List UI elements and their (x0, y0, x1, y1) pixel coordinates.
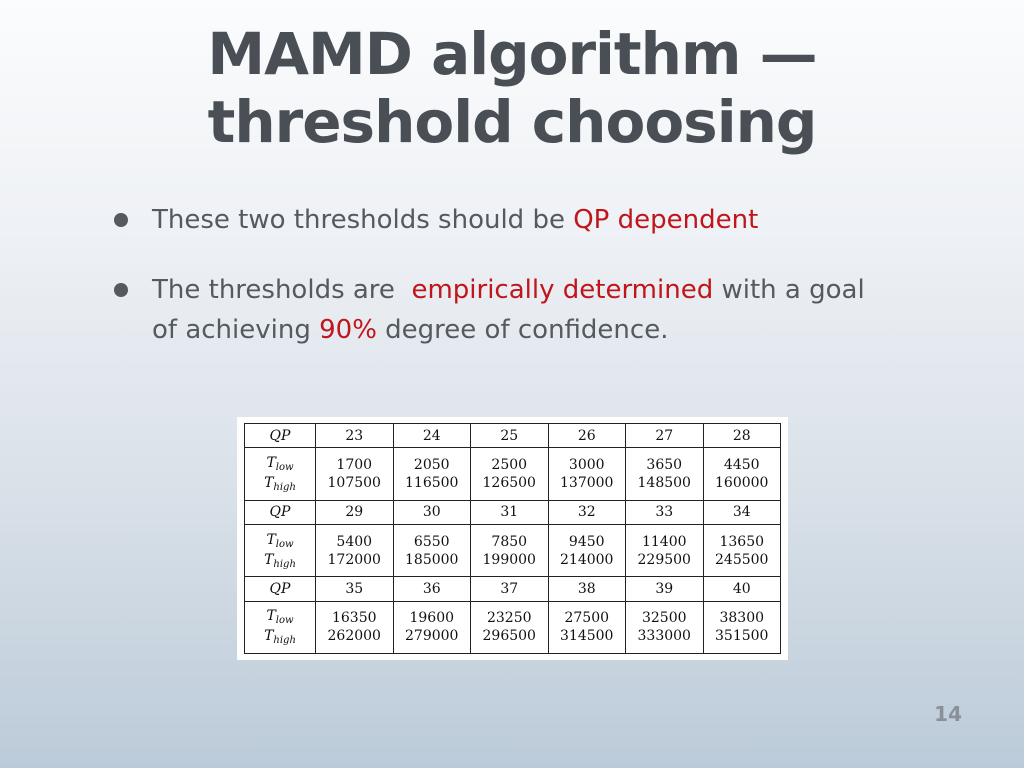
cell-t-high: 148500 (637, 474, 691, 491)
table-cell-qp: 29 (316, 500, 394, 524)
slide-title (0, 20, 1024, 156)
cell-t-high: 185000 (405, 551, 459, 568)
cell-t-high: 314500 (560, 628, 614, 645)
bullet-item-empirical (112, 270, 872, 350)
table-cell-qp: 35 (316, 577, 394, 601)
table-cell-thresholds (316, 448, 394, 500)
table-cell-qp: 27 (626, 424, 704, 448)
cell-t-high: 199000 (482, 551, 536, 568)
cell-t-low: 1700 (336, 456, 373, 473)
bullet-item-qp-dependent (112, 200, 872, 240)
table-cell-qp: 28 (703, 424, 781, 448)
table-cell-qp: 26 (548, 424, 626, 448)
table-cell-thresholds (626, 601, 704, 653)
table-cell-thresholds (703, 601, 781, 653)
bullet-text-part: The thresholds are (152, 275, 412, 305)
threshold-table (244, 423, 781, 654)
table-cell-qp: 33 (626, 500, 704, 524)
cell-t-high: 116500 (405, 474, 459, 491)
cell-t-high: 160000 (715, 474, 769, 491)
table-cell-qp: 30 (393, 500, 471, 524)
cell-t-high: 137000 (560, 474, 614, 491)
table-cell-thresholds (393, 601, 471, 653)
cell-t-low: 5400 (336, 533, 373, 550)
row-label-thresholds (245, 524, 316, 576)
bullet-text-part: with a goal of achieving (152, 275, 865, 345)
table-cell-thresholds (471, 448, 549, 500)
cell-t-low: 32500 (641, 610, 687, 627)
table-cell-qp: 37 (471, 577, 549, 601)
table-cell-thresholds (393, 524, 471, 576)
cell-t-low: 13650 (719, 533, 765, 550)
table-cell-thresholds (626, 524, 704, 576)
bullet-highlight-text: 90% (319, 315, 377, 345)
row-label-thresholds (245, 448, 316, 500)
cell-t-high: 214000 (560, 551, 614, 568)
table-cell-thresholds (471, 601, 549, 653)
cell-t-low: 3650 (646, 456, 683, 473)
label-t-low: $T_{low}$ (266, 531, 294, 550)
cell-t-low: 11400 (641, 533, 687, 550)
table-row-thresholds (245, 601, 781, 653)
bullet-list (112, 200, 872, 380)
cell-t-high: 245500 (715, 551, 769, 568)
table-cell-qp: 24 (393, 424, 471, 448)
cell-t-high: 296500 (482, 628, 536, 645)
table-cell-thresholds (703, 524, 781, 576)
cell-t-high: 262000 (327, 628, 381, 645)
label-t-high: $T_{high}$ (264, 628, 296, 647)
table-cell-thresholds (548, 524, 626, 576)
table-cell-qp: 38 (548, 577, 626, 601)
cell-t-high: 229500 (637, 551, 691, 568)
table-row-thresholds (245, 448, 781, 500)
cell-t-low: 4450 (723, 456, 760, 473)
table-cell-thresholds (316, 601, 394, 653)
cell-t-low: 27500 (564, 610, 610, 627)
table-cell-qp: 32 (548, 500, 626, 524)
bullet-dot-icon (114, 283, 128, 297)
cell-t-low: 2500 (491, 456, 528, 473)
slide-title-line-1: MAMD algorithm — (207, 20, 817, 88)
table-cell-thresholds (626, 448, 704, 500)
cell-t-low: 7850 (491, 533, 528, 550)
table-cell-qp: 23 (316, 424, 394, 448)
table-cell-qp: 31 (471, 500, 549, 524)
table-cell-qp: 40 (703, 577, 781, 601)
row-label-qp: QP (245, 500, 316, 524)
table-cell-thresholds (316, 524, 394, 576)
label-t-high: $T_{high}$ (264, 474, 296, 493)
table-cell-thresholds (703, 448, 781, 500)
cell-t-low: 6550 (413, 533, 450, 550)
cell-t-high: 333000 (637, 628, 691, 645)
table-cell-thresholds (548, 448, 626, 500)
table-row-qp (245, 577, 781, 601)
label-t-low: $T_{low}$ (266, 608, 294, 627)
cell-t-low: 2050 (413, 456, 450, 473)
row-label-qp: QP (245, 577, 316, 601)
table-cell-thresholds (393, 448, 471, 500)
bullet-text-part: These two thresholds should be (152, 205, 574, 235)
cell-t-high: 126500 (482, 474, 536, 491)
cell-t-low: 19600 (409, 610, 455, 627)
cell-t-low: 23250 (486, 610, 532, 627)
slide-title-line-2: threshold choosing (207, 88, 817, 156)
row-label-thresholds (245, 601, 316, 653)
bullet-dot-icon (114, 213, 128, 227)
label-t-low: $T_{low}$ (266, 454, 294, 473)
cell-t-high: 351500 (715, 628, 769, 645)
page-number: 14 (934, 702, 962, 726)
cell-t-high: 172000 (327, 551, 381, 568)
cell-t-low: 16350 (331, 610, 377, 627)
table-row-qp (245, 500, 781, 524)
cell-t-low: 3000 (568, 456, 605, 473)
cell-t-low: 38300 (719, 610, 765, 627)
threshold-table-image (237, 417, 788, 660)
cell-t-high: 107500 (327, 474, 381, 491)
table-cell-qp: 34 (703, 500, 781, 524)
table-cell-qp: 36 (393, 577, 471, 601)
table-cell-qp: 25 (471, 424, 549, 448)
bullet-highlight-text: empirically determined (411, 275, 714, 305)
bullet-text-part: degree of confidence. (376, 315, 669, 345)
bullet-highlight-text: QP dependent (573, 205, 759, 235)
cell-t-low: 9450 (568, 533, 605, 550)
cell-t-high: 279000 (405, 628, 459, 645)
table-row-thresholds (245, 524, 781, 576)
label-t-high: $T_{high}$ (264, 551, 296, 570)
table-cell-thresholds (548, 601, 626, 653)
table-row-qp (245, 424, 781, 448)
row-label-qp: QP (245, 424, 316, 448)
table-cell-thresholds (471, 524, 549, 576)
table-cell-qp: 39 (626, 577, 704, 601)
